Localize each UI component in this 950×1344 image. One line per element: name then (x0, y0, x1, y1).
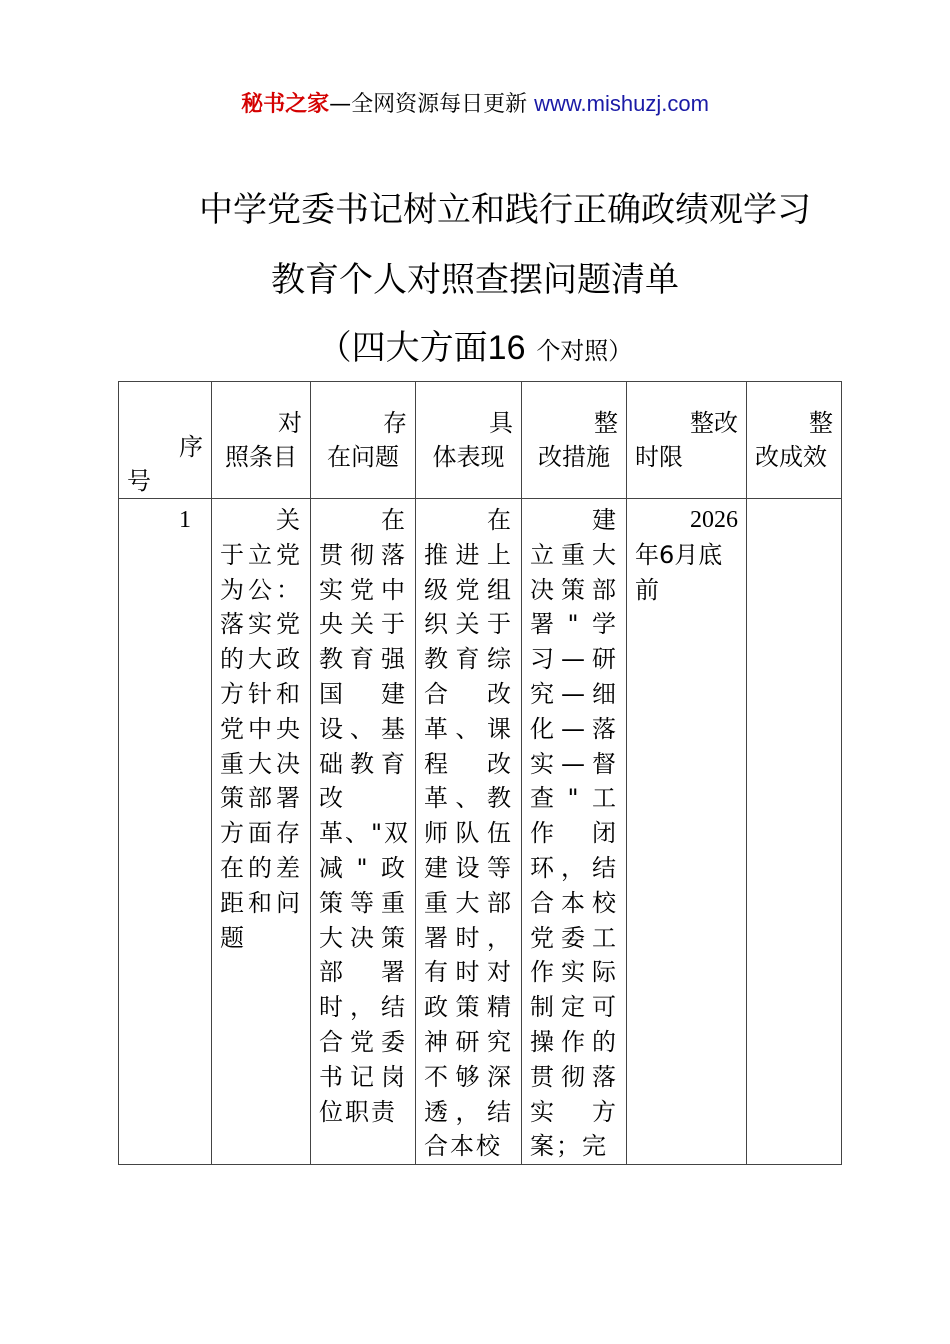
cell-problem (311, 499, 416, 1165)
header-measure-a: 整 (594, 409, 618, 437)
header-seq (119, 382, 212, 499)
header-measure-b: 改措施 (538, 443, 610, 471)
cell-measure (522, 499, 627, 1165)
row-result (747, 499, 841, 503)
header-deadline (627, 382, 747, 499)
row-measure: 建立重大决策部署"学习—研究—细化—落实—督查"工作闭环，结合本校党委工作实际制定可操作的贯彻落实方案；完 (530, 506, 618, 1161)
header-item (212, 382, 311, 499)
header-detail-b: 体表现 (432, 443, 505, 471)
header-item-a: 对 (278, 409, 302, 437)
subtitle-main: （四大方面 (317, 328, 488, 368)
row-item: 关于立党为公：落实党的大政方针和党中央重大决策部署方面存在的差距和问题 (220, 506, 302, 952)
row-deadline-year: 2026 (690, 507, 738, 533)
problem-list-table (118, 381, 842, 1165)
header-problem-a: 存 (383, 409, 407, 437)
row-seq: 1 (179, 507, 191, 533)
header-problem (311, 382, 416, 499)
header-seq-a: 序 (179, 433, 203, 461)
header-result (747, 382, 842, 499)
row-deadline (627, 499, 746, 607)
header-result-b: 改成效 (755, 443, 827, 471)
subtitle-number: 16 (487, 329, 526, 367)
subtitle-suffix: 个对照） (536, 337, 633, 365)
table-row (119, 499, 842, 1165)
header-deadline-a: 整改 (690, 409, 738, 437)
header-measure (522, 382, 627, 499)
header-detail-a: 具 (489, 409, 513, 437)
row-deadline-rest: 年6月底前 (635, 540, 723, 604)
cell-detail (416, 499, 522, 1165)
cell-result (747, 499, 842, 1165)
row-problem: 在贯彻落实党中央关于教育强国建设、基础教育改革、"双减"政策等重大决策部署时，结合党委书记岗位职责 (319, 506, 411, 1126)
site-link[interactable]: www.mishuzj.com (534, 91, 709, 116)
site-header (0, 88, 950, 121)
doc-subtitle (0, 326, 950, 373)
brand-name: 秘书之家 (241, 92, 330, 117)
cell-item (212, 499, 311, 1165)
header-seq-b: 号 (127, 467, 151, 495)
header-slogan: —全网资源每日更新 (329, 92, 528, 117)
table-header-row (119, 382, 842, 499)
cell-deadline (627, 499, 747, 1165)
doc-title-line-2: 教育个人对照查摆问题清单 (271, 260, 679, 300)
header-detail (416, 382, 522, 499)
doc-title-line-1: 中学党委书记树立和践行正确政绩观学习 (199, 190, 811, 230)
row-detail: 在推进上级党组织关于教育综合改革、课程改革、教师队伍建设等重大部署时，有时对政策精神研究不够深透，结合本校 (424, 506, 513, 1161)
header-item-b: 照条目 (225, 443, 297, 471)
header-deadline-b: 时限 (635, 443, 683, 471)
cell-seq (119, 499, 212, 1165)
header-result-a: 整 (809, 409, 833, 437)
header-problem-b: 在问题 (327, 443, 399, 471)
